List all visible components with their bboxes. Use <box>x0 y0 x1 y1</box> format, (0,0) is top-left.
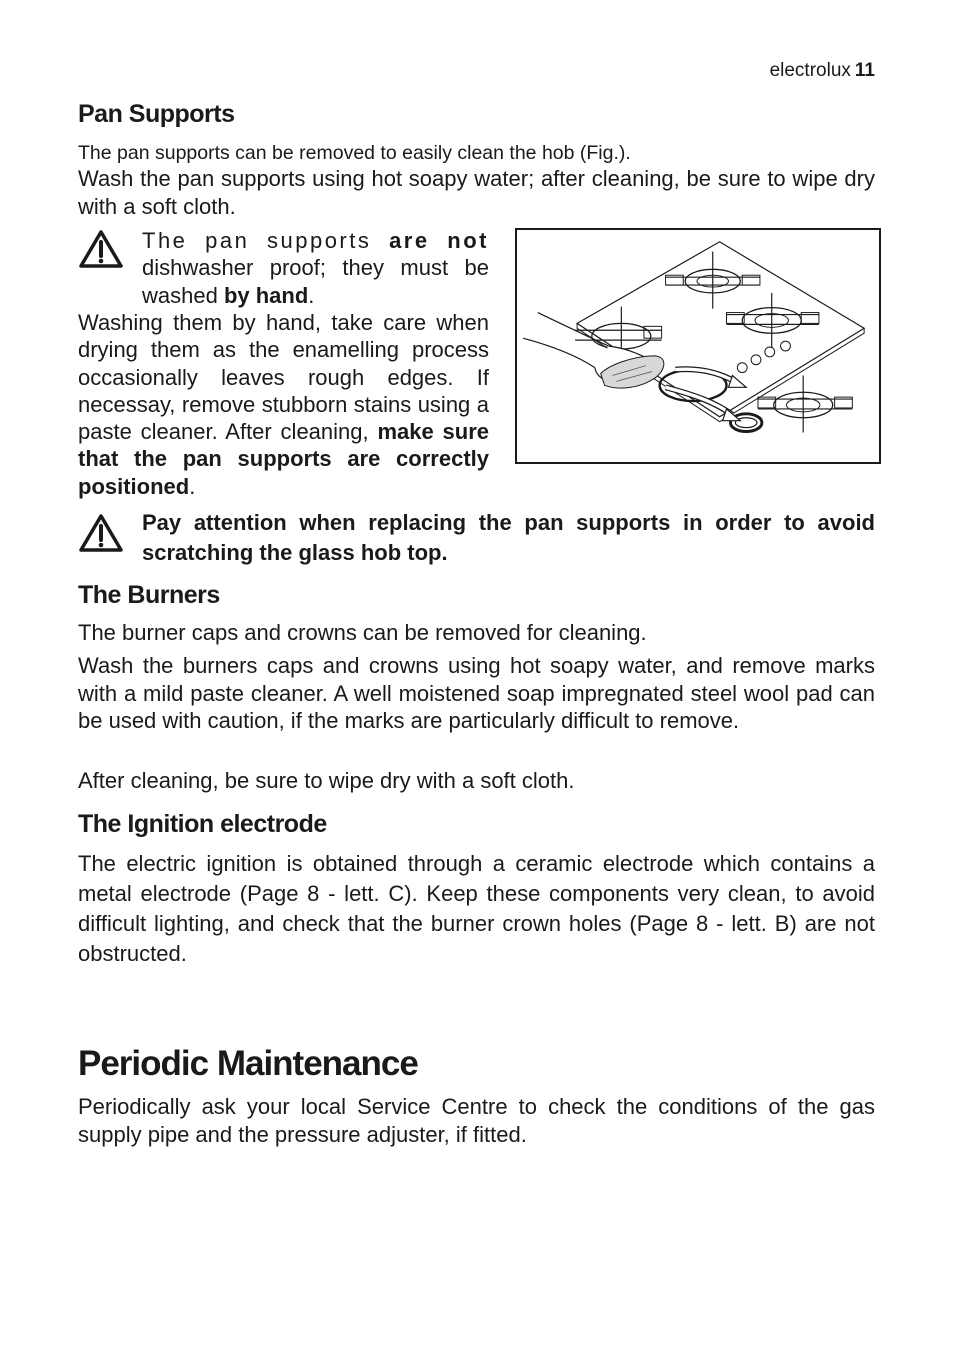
hob-illustration <box>517 230 879 462</box>
maintenance-p1: Periodically ask your local Service Centre to check the conditions of the gas supply pipe and the pressure adjuster, if fitted. <box>78 1094 875 1147</box>
hand-with-cloth <box>523 313 664 389</box>
control-knobs <box>737 341 790 372</box>
hob-cleaning-figure <box>515 228 881 464</box>
heading-periodic-maintenance: Periodic Maintenance <box>78 1044 418 1083</box>
pan-supports-wash: Wash the pan supports using hot soapy water; after cleaning, be sure to wipe dry with a soft cloth. <box>78 166 875 219</box>
washing-by-hand-text: Washing them by hand, take care when drying them as the enamelling process occasionally leaves rough edges. If necessay, remove stubborn stains using a paste cleaner. After cleaning, make sure that the pan supports are correctly positioned. <box>78 310 489 499</box>
heading-pan-supports: Pan Supports <box>78 100 235 128</box>
burners-p1: The burner caps and crowns can be removed for cleaning. <box>78 620 647 645</box>
warning-triangle-icon <box>78 513 124 553</box>
heading-ignition: The Ignition electrode <box>78 810 327 838</box>
ignition-p1: The electric ignition is obtained through a ceramic electrode which contains a metal electrode (Page 8 - lett. C). Keep these components very clean, to avoid difficult lighting, and check that the burner crown holes (Page 8 - lett. B) are not obstructed. <box>78 851 875 966</box>
burner-right <box>727 293 819 348</box>
burner-back <box>666 252 760 309</box>
warning-scratching-text: Pay attention when replacing the pan supports in order to avoid scratching the glass hob top. <box>142 510 875 565</box>
page-header <box>770 60 875 82</box>
warning-triangle-icon <box>78 229 124 269</box>
burners-p2: Wash the burners caps and crowns using hot soapy water, and remove marks with a mild paste cleaner. A well moistened soap impregnated steel wool pad can be used with caution, if the marks are particularly difficult to remove. <box>78 653 875 733</box>
pan-supports-intro: The pan supports can be removed to easily clean the hob (Fig.). <box>78 142 631 164</box>
heading-burners: The Burners <box>78 581 220 609</box>
page-number: 11 <box>854 60 875 81</box>
burners-p3: After cleaning, be sure to wipe dry with a soft cloth. <box>78 768 575 793</box>
warning-dishwasher-text: The pan supports are not dishwasher proof; they must be washed by hand. <box>142 228 489 308</box>
brand-name: electrolux <box>769 60 851 81</box>
burner-left <box>575 307 662 352</box>
